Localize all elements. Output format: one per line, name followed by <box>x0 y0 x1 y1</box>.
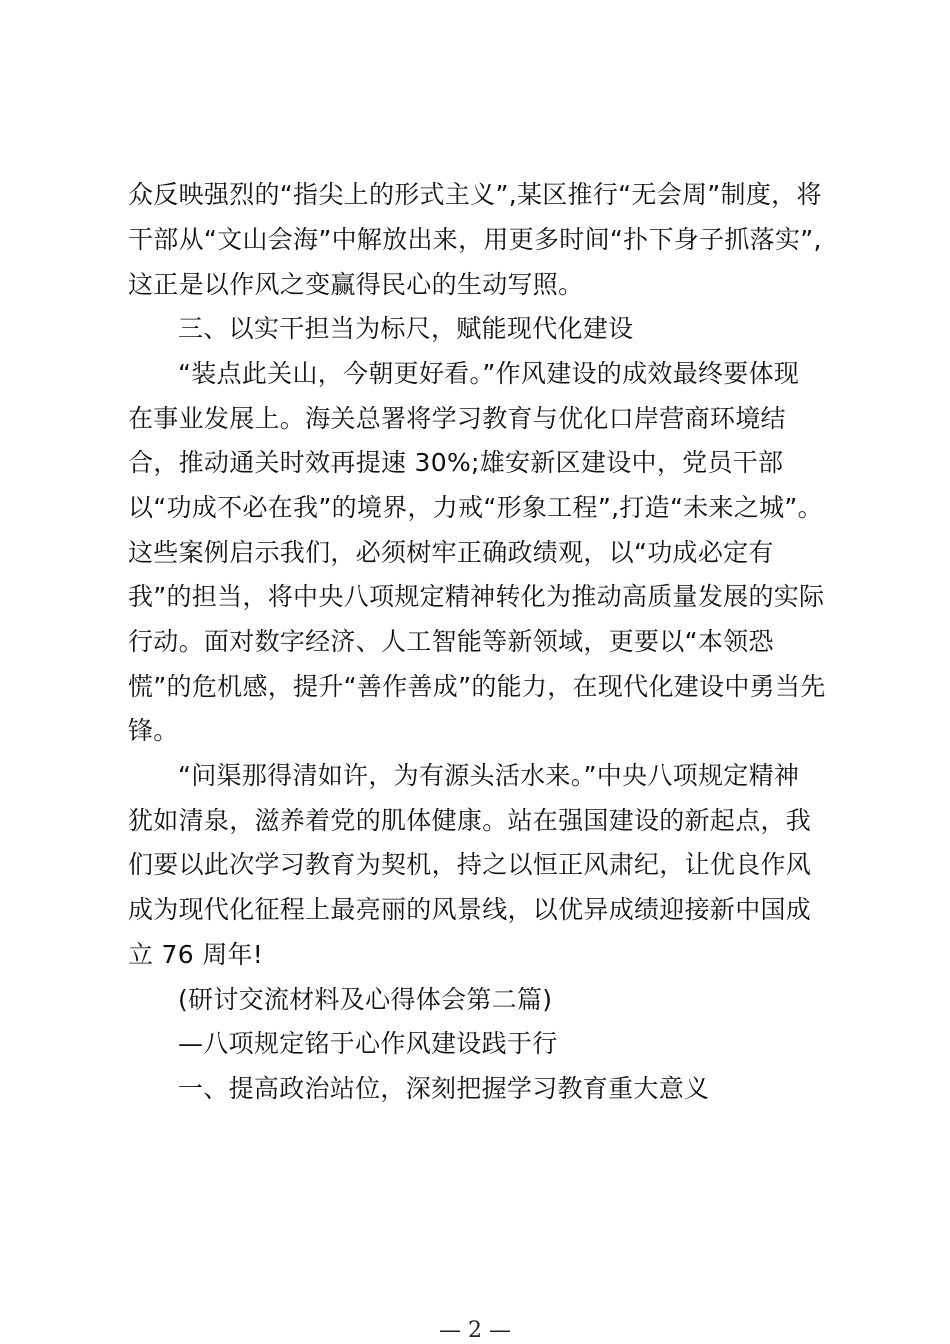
section-heading: 一、提高政治站位，深刻把握学习教育重大意义 <box>178 1074 710 1103</box>
article-subtitle: (研讨交流材料及心得体会第二篇) <box>178 985 553 1014</box>
article-title: —八项规定铭于心作风建设践于行 <box>178 1029 558 1058</box>
paragraph-line: 锋。 <box>128 716 179 745</box>
paragraph-line: 这些案例启示我们，必须树牢正确政绩观，以“功成必定有 <box>128 538 774 567</box>
paragraph-line: “装点此关山，今朝更好看。”作风建设的成效最终要体现 <box>178 359 800 388</box>
paragraph-line: 立 76 周年! <box>128 940 264 969</box>
paragraph-line: 我”的担当，将中央八项规定精神转化为推动高质量发展的实际 <box>128 582 825 611</box>
paragraph-line: 在事业发展上。海关总署将学习教育与优化口岸营商环境结 <box>128 404 786 433</box>
paragraph-line: 干部从“文山会海”中解放出来，用更多时间“扑下身子抓落实”, <box>128 225 822 254</box>
section-heading: 三、以实干担当为标尺，赋能现代化建设 <box>178 314 634 343</box>
paragraph-line: 犹如清泉，滋养着党的肌体健康。站在强国建设的新起点，我 <box>128 806 812 835</box>
paragraph-line: 慌”的危机感，提升“善作善成”的能力，在现代化建设中勇当先 <box>128 672 826 701</box>
paragraph-line: 众反映强烈的“指尖上的形式主义”,某区推行“无会周”制度，将 <box>128 180 822 209</box>
paragraph-line: 们要以此次学习教育为契机，持之以恒正风肃纪，让优良作风 <box>128 850 812 879</box>
paragraph-line: 以“功成不必在我”的境界，力戒“形象工程”,打造“未来之城”。 <box>128 493 823 522</box>
paragraph-line: 合，推动通关时效再提速 30%;雄安新区建设中，党员干部 <box>128 448 784 477</box>
page-number: — 2 — <box>439 1318 511 1343</box>
paragraph-line: “问渠那得清如许，为有源头活水来。”中央八项规定精神 <box>178 761 800 790</box>
paragraph-line: 这正是以作风之变赢得民心的生动写照。 <box>128 270 584 299</box>
paragraph-line: 行动。面对数字经济、人工智能等新领域，更要以“本领恐 <box>128 627 774 656</box>
paragraph-line: 成为现代化征程上最亮丽的风景线，以优异成绩迎接新中国成 <box>128 895 812 924</box>
